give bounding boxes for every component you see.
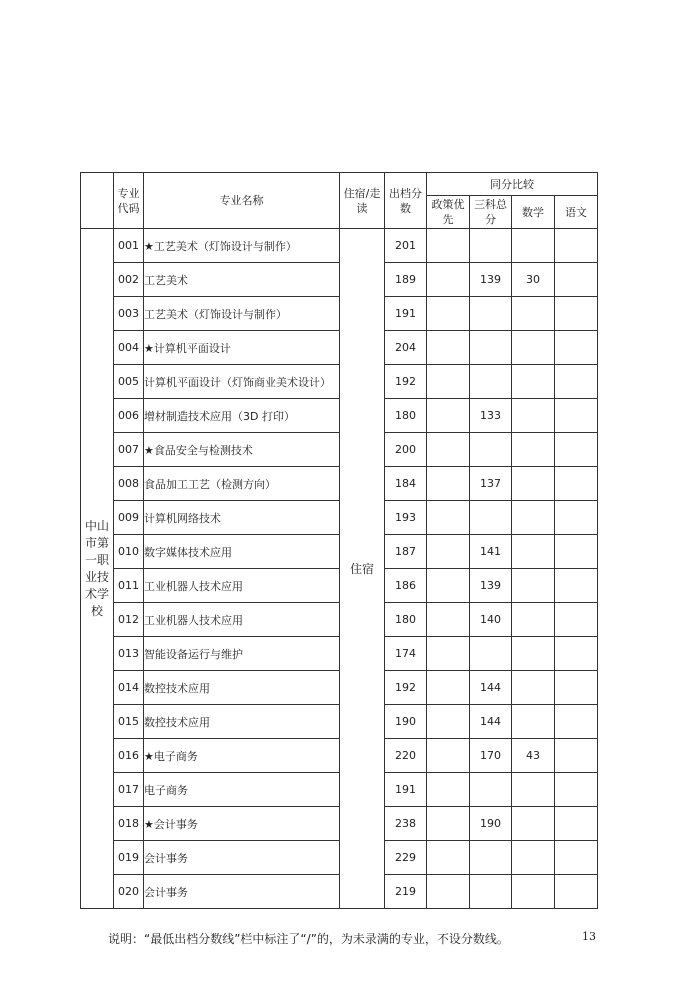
cutoff-score: 201 — [385, 229, 427, 263]
three-subject-total: 144 — [470, 705, 512, 739]
chinese-cell — [555, 263, 598, 297]
math-score — [512, 297, 555, 331]
math-header: 数学 — [512, 196, 555, 229]
policy-cell — [427, 569, 470, 603]
math-score — [512, 671, 555, 705]
policy-cell — [427, 229, 470, 263]
math-score — [512, 637, 555, 671]
table-row — [81, 331, 598, 365]
table-row — [81, 297, 598, 331]
math-score — [512, 773, 555, 807]
major-code: 013 — [114, 637, 144, 671]
major-name: 食品加工工艺（检测方向） — [144, 467, 340, 501]
table-body — [81, 229, 598, 909]
table-row — [81, 263, 598, 297]
policy-cell — [427, 263, 470, 297]
three-subject-total — [470, 875, 512, 909]
policy-header: 政策优先 — [427, 196, 470, 229]
three-subject-total — [470, 331, 512, 365]
three-subject-total — [470, 365, 512, 399]
major-name: ★食品安全与检测技术 — [144, 433, 340, 467]
three-subject-total — [470, 297, 512, 331]
major-code: 001 — [114, 229, 144, 263]
policy-cell — [427, 807, 470, 841]
school-header-blank — [81, 173, 114, 229]
major-name: 工业机器人技术应用 — [144, 603, 340, 637]
chinese-cell — [555, 501, 598, 535]
major-name: 电子商务 — [144, 773, 340, 807]
name-header: 专业名称 — [144, 173, 340, 229]
policy-cell — [427, 467, 470, 501]
major-name: 数字媒体技术应用 — [144, 535, 340, 569]
table-row — [81, 705, 598, 739]
major-code: 002 — [114, 263, 144, 297]
chinese-cell — [555, 841, 598, 875]
table-row — [81, 603, 598, 637]
major-name: 工艺美术（灯饰设计与制作） — [144, 297, 340, 331]
cutoff-score: 219 — [385, 875, 427, 909]
major-name: 计算机网络技术 — [144, 501, 340, 535]
cutoff-score: 204 — [385, 331, 427, 365]
major-name: 数控技术应用 — [144, 671, 340, 705]
math-score — [512, 569, 555, 603]
three-subject-total — [470, 229, 512, 263]
table-row — [81, 467, 598, 501]
three-subject-total: 141 — [470, 535, 512, 569]
major-name: 会计事务 — [144, 875, 340, 909]
compare-header: 同分比较 — [427, 173, 598, 196]
policy-cell — [427, 841, 470, 875]
cutoff-score: 187 — [385, 535, 427, 569]
policy-cell — [427, 739, 470, 773]
table-row — [81, 501, 598, 535]
cutoff-score: 184 — [385, 467, 427, 501]
cutoff-score: 191 — [385, 773, 427, 807]
policy-cell — [427, 705, 470, 739]
major-name: 智能设备运行与维护 — [144, 637, 340, 671]
three-subject-total: 137 — [470, 467, 512, 501]
three-subject-total — [470, 433, 512, 467]
major-code: 010 — [114, 535, 144, 569]
three-subject-total: 133 — [470, 399, 512, 433]
cutoff-score: 190 — [385, 705, 427, 739]
major-name: ★电子商务 — [144, 739, 340, 773]
three-subject-total: 190 — [470, 807, 512, 841]
math-score — [512, 875, 555, 909]
table-row — [81, 773, 598, 807]
lodging-header: 住宿/走读 — [340, 173, 385, 229]
cutoff-score: 238 — [385, 807, 427, 841]
cutoff-score: 220 — [385, 739, 427, 773]
math-score: 43 — [512, 739, 555, 773]
major-name: 工艺美术 — [144, 263, 340, 297]
three-subject-total: 144 — [470, 671, 512, 705]
three-subject-total — [470, 773, 512, 807]
chinese-cell — [555, 399, 598, 433]
cutoff-score: 174 — [385, 637, 427, 671]
major-code: 004 — [114, 331, 144, 365]
policy-cell — [427, 875, 470, 909]
math-score: 30 — [512, 263, 555, 297]
chinese-cell — [555, 535, 598, 569]
three-subject-header: 三科总分 — [470, 196, 512, 229]
major-code: 011 — [114, 569, 144, 603]
major-code: 003 — [114, 297, 144, 331]
chinese-cell — [555, 637, 598, 671]
policy-cell — [427, 365, 470, 399]
table-row — [81, 637, 598, 671]
major-code: 008 — [114, 467, 144, 501]
major-code: 012 — [114, 603, 144, 637]
math-score — [512, 705, 555, 739]
chinese-cell — [555, 739, 598, 773]
page-number: 13 — [582, 930, 596, 943]
math-score — [512, 841, 555, 875]
three-subject-total: 170 — [470, 739, 512, 773]
table-row — [81, 229, 598, 263]
major-code: 017 — [114, 773, 144, 807]
math-score — [512, 807, 555, 841]
table-row — [81, 671, 598, 705]
math-score — [512, 229, 555, 263]
chinese-cell — [555, 569, 598, 603]
policy-cell — [427, 297, 470, 331]
three-subject-total — [470, 841, 512, 875]
chinese-cell — [555, 467, 598, 501]
chinese-cell — [555, 875, 598, 909]
major-code: 006 — [114, 399, 144, 433]
chinese-cell — [555, 229, 598, 263]
three-subject-total — [470, 637, 512, 671]
major-name: 增材制造技术应用（3D 打印） — [144, 399, 340, 433]
math-score — [512, 501, 555, 535]
policy-cell — [427, 671, 470, 705]
cutoff-score: 180 — [385, 399, 427, 433]
footnote: 说明：“最低出档分数线”栏中标注了“/”的，为未录满的专业，不设分数线。 — [108, 932, 509, 946]
major-name: 计算机平面设计（灯饰商业美术设计） — [144, 365, 340, 399]
chinese-cell — [555, 807, 598, 841]
major-code: 016 — [114, 739, 144, 773]
chinese-cell — [555, 773, 598, 807]
chinese-cell — [555, 365, 598, 399]
admission-score-table — [80, 172, 598, 909]
math-score — [512, 603, 555, 637]
major-name: 会计事务 — [144, 841, 340, 875]
lodging-value: 住宿 — [340, 229, 385, 909]
cutoff-score: 193 — [385, 501, 427, 535]
math-score — [512, 399, 555, 433]
major-name: ★会计事务 — [144, 807, 340, 841]
three-subject-total: 139 — [470, 263, 512, 297]
chinese-cell — [555, 297, 598, 331]
major-name: 工业机器人技术应用 — [144, 569, 340, 603]
major-code: 007 — [114, 433, 144, 467]
major-code: 020 — [114, 875, 144, 909]
table-row — [81, 841, 598, 875]
cutoff-score: 189 — [385, 263, 427, 297]
score-header: 出档分数 — [385, 173, 427, 229]
three-subject-total: 139 — [470, 569, 512, 603]
cutoff-score: 200 — [385, 433, 427, 467]
three-subject-total — [470, 501, 512, 535]
policy-cell — [427, 637, 470, 671]
table-row — [81, 535, 598, 569]
code-header: 专业代码 — [114, 173, 144, 229]
major-name: ★工艺美术（灯饰设计与制作） — [144, 229, 340, 263]
three-subject-total: 140 — [470, 603, 512, 637]
cutoff-score: 192 — [385, 365, 427, 399]
table-row — [81, 739, 598, 773]
cutoff-score: 192 — [385, 671, 427, 705]
policy-cell — [427, 399, 470, 433]
policy-cell — [427, 331, 470, 365]
major-code: 015 — [114, 705, 144, 739]
major-code: 019 — [114, 841, 144, 875]
math-score — [512, 365, 555, 399]
table-row — [81, 365, 598, 399]
cutoff-score: 186 — [385, 569, 427, 603]
chinese-header: 语文 — [555, 196, 598, 229]
policy-cell — [427, 535, 470, 569]
major-name: 数控技术应用 — [144, 705, 340, 739]
policy-cell — [427, 501, 470, 535]
table-row — [81, 399, 598, 433]
chinese-cell — [555, 603, 598, 637]
table-row — [81, 875, 598, 909]
math-score — [512, 433, 555, 467]
math-score — [512, 535, 555, 569]
policy-cell — [427, 773, 470, 807]
cutoff-score: 229 — [385, 841, 427, 875]
table-row — [81, 569, 598, 603]
cutoff-score: 180 — [385, 603, 427, 637]
major-code: 018 — [114, 807, 144, 841]
policy-cell — [427, 603, 470, 637]
major-code: 009 — [114, 501, 144, 535]
chinese-cell — [555, 433, 598, 467]
chinese-cell — [555, 331, 598, 365]
major-name: ★计算机平面设计 — [144, 331, 340, 365]
chinese-cell — [555, 671, 598, 705]
cutoff-score: 191 — [385, 297, 427, 331]
major-code: 014 — [114, 671, 144, 705]
table-row — [81, 433, 598, 467]
table-row — [81, 807, 598, 841]
policy-cell — [427, 433, 470, 467]
math-score — [512, 331, 555, 365]
major-code: 005 — [114, 365, 144, 399]
school-name: 中山市第一职业技术学校 — [81, 229, 114, 909]
chinese-cell — [555, 705, 598, 739]
math-score — [512, 467, 555, 501]
